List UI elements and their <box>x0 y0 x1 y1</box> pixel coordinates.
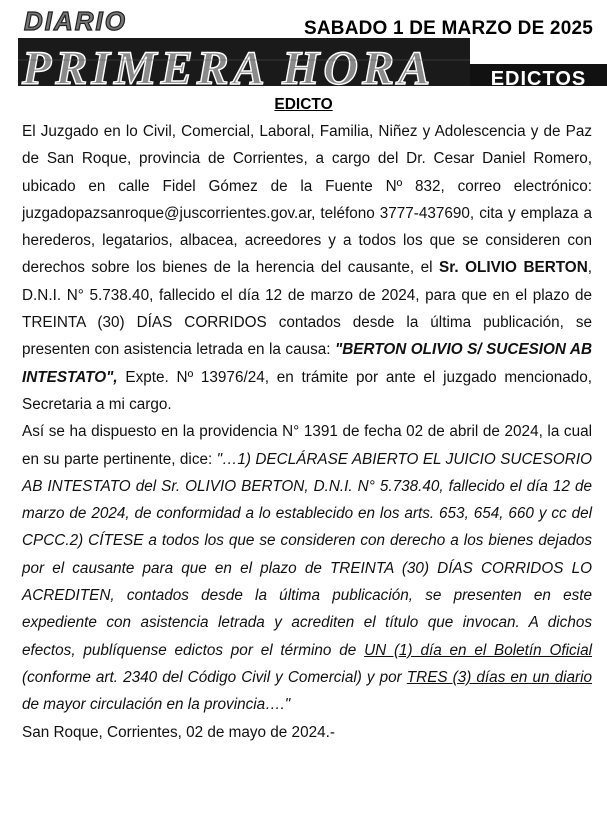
quote-c: de mayor circulación en la provincia…." <box>22 696 291 714</box>
masthead <box>0 0 607 86</box>
issue-date: SABADO 1 DE MARZO DE 2025 <box>303 18 593 39</box>
p2-intro: Así se ha dispuesto en la providencia N° 1391 de fecha 02 de abril de 2024, la cual en su parte pertinente, dice: <box>22 423 592 468</box>
edicto-body <box>22 118 592 746</box>
brand-small: DIARIO <box>24 6 127 36</box>
p1-intro: El Juzgado en lo Civil, Comercial, Laboral, Familia, Niñez y Adolescencia y de Paz de San Roque, provincia de Corrientes, a cargo del Dr. Cesar Daniel Romero, ubicado en calle Fidel Gómez de la Fuente Nº 832, correo electrónico: juzgadopazsanroque@juscorrientes.gov.ar, teléfono 3777-437690, cita y emplaza a herederos, legatarios, albacea, acreedores y a todos los que se consideren con derechos sobre los bienes de la herencia del causante, el <box>22 123 592 277</box>
closing-line: San Roque, Corrientes, 02 de mayo de 2024.- <box>22 723 335 741</box>
p1-mid: , D.N.I. N° 5.738.40, fallecido el día 12 de marzo de 2024, para que en el plazo de TREINTA (30) DÍAS CORRIDOS contados desde la última publicación, se presenten con asistencia letrada en la causa: <box>22 259 593 359</box>
quote-b: (conforme art. 2340 del Código Civil y Comercial) y por <box>22 668 407 686</box>
p1-end: Expte. Nº 13976/24, en trámite por ante el juzgado mencionado, Secretaria a mi cargo. <box>22 368 592 413</box>
causante-name: Sr. OLIVIO BERTON <box>439 259 588 277</box>
paragraph-citation <box>22 118 592 418</box>
boletin-oficial: UN (1) día en el Boletín Oficial <box>364 641 592 659</box>
causa-title: "BERTON OLIVIO S/ SUCESION AB INTESTATO", <box>22 341 592 386</box>
paragraph-providencia <box>22 418 592 718</box>
edicto-title: EDICTO <box>274 96 333 113</box>
diario-term: TRES (3) días en un diario <box>406 668 592 686</box>
brand-large: PRIMERA HORA <box>22 42 435 86</box>
quote-a: "…1) DECLÁRASE ABIERTO EL JUICIO SUCESORIO AB INTESTATO del Sr. OLIVIO BERTON, D.N.I. N° 5.738.40, fallecido el día 12 de marzo de 2024, de conformidad a lo establecido en los arts. 653, 654, 660 y cc del CPCC.2) CÍTESE a todos los que se consideren con derecho a los bienes dejados por el causante para que en el plazo de TREINTA (30) DÍAS CORRIDOS LO ACREDITEN, contados desde la última publicación, se presenten en este expediente con asistencia letrada y acrediten el título que invocan. A dichos efectos, publíquense edictos por el término de <box>22 450 592 659</box>
section-tab: EDICTOS <box>470 64 607 86</box>
